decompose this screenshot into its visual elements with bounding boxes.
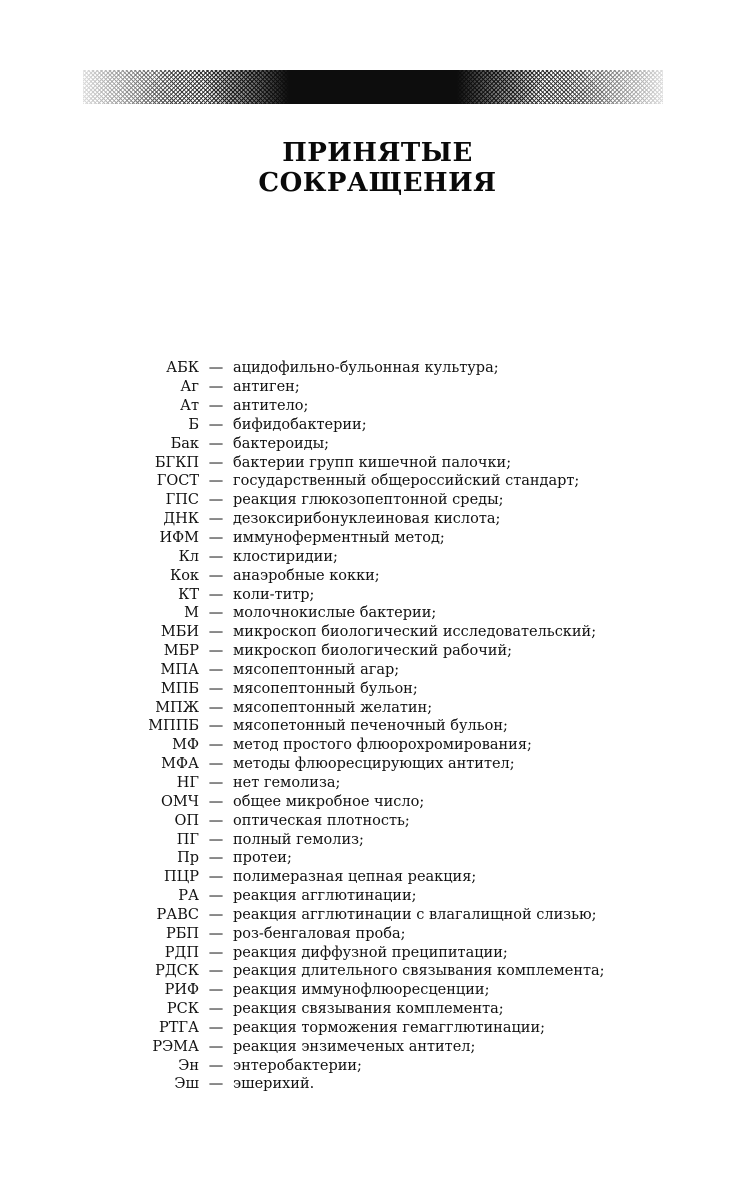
page-title-line-1: ПРИНЯТЫЕ [282,138,473,169]
abbreviation-code: РТГА [158,1019,199,1036]
abbreviation-dash: — [208,925,224,942]
abbreviation-row [0,736,755,755]
abbreviation-row [0,755,755,774]
abbreviation-row [0,397,755,416]
abbreviation-definition: реакция энзимеченых антител; [233,1038,476,1055]
abbreviation-row [0,698,755,717]
abbreviation-row [0,1037,755,1056]
abbreviation-dash: — [208,831,224,848]
abbreviation-row [0,359,755,378]
abbreviation-code: ИФМ [159,530,199,547]
decorative-header-band [83,70,663,104]
abbreviation-definition: реакция торможения гемагглютинации; [233,1019,546,1036]
abbreviation-definition: полный гемолиз; [233,831,364,848]
abbreviation-definition: микроскоп биологический исследовательский; [233,624,597,641]
abbreviation-definition: методы флюоресцирующих антител; [233,756,515,773]
abbreviation-row [0,623,755,642]
abbreviations-list [0,359,755,1094]
abbreviation-dash: — [208,643,224,660]
abbreviation-code: РАВС [156,906,199,923]
abbreviation-code: ГОСТ [156,473,199,490]
abbreviation-definition: мясопептонный агар; [233,661,400,678]
abbreviation-code: АБК [166,360,199,377]
abbreviation-row [0,905,755,924]
abbreviation-definition: нет гемолиза; [233,774,341,791]
abbreviation-row [0,962,755,981]
abbreviation-definition: реакция агглютинации; [233,888,417,905]
abbreviation-definition: бифидобактерии; [233,416,367,433]
abbreviation-row [0,491,755,510]
abbreviation-code: Эн [178,1057,199,1074]
abbreviation-code: Б [188,416,199,433]
abbreviation-row [0,868,755,887]
abbreviation-definition: реакция глюкозопептонной среды; [233,492,504,509]
abbreviation-code: ОП [174,812,199,829]
abbreviation-definition: дезоксирибонуклеиновая кислота; [233,511,501,528]
abbreviation-definition: общее микробное число; [233,793,425,810]
abbreviation-dash: — [208,718,224,735]
abbreviation-row [0,604,755,623]
abbreviation-definition: реакция диффузной преципитации; [233,944,508,961]
abbreviation-definition: анаэробные кокки; [233,567,380,584]
abbreviation-dash: — [208,869,224,886]
abbreviation-dash: — [208,605,224,622]
abbreviation-code: РА [178,888,199,905]
abbreviation-dash: — [208,530,224,547]
abbreviation-dash: — [208,1076,224,1093]
abbreviation-dash: — [208,1019,224,1036]
abbreviation-code: Бак [170,435,199,452]
abbreviation-dash: — [208,435,224,452]
abbreviation-dash: — [208,793,224,810]
abbreviation-dash: — [208,567,224,584]
abbreviation-code: БГКП [154,454,199,471]
abbreviation-code: КТ [178,586,199,603]
abbreviation-row [0,811,755,830]
abbreviation-dash: — [208,624,224,641]
abbreviation-code: РБП [165,925,199,942]
abbreviation-dash: — [208,586,224,603]
abbreviation-dash: — [208,661,224,678]
abbreviation-code: МБР [163,643,199,660]
abbreviation-definition: микроскоп биологический рабочий; [233,643,513,660]
abbreviation-dash: — [208,963,224,980]
abbreviation-code: РСК [166,1001,199,1018]
abbreviation-dash: — [208,850,224,867]
abbreviation-dash: — [208,906,224,923]
abbreviation-row [0,1000,755,1019]
abbreviation-dash: — [208,756,224,773]
abbreviation-dash: — [208,511,224,528]
abbreviation-definition: метод простого флюорохромирования; [233,737,532,754]
abbreviation-dash: — [208,416,224,433]
abbreviation-row [0,1019,755,1038]
abbreviation-code: РИФ [164,982,199,999]
abbreviation-code: ДНК [163,511,199,528]
abbreviation-row [0,547,755,566]
abbreviation-definition: антитело; [233,398,309,415]
abbreviation-definition: мясопептонный бульон; [233,680,418,697]
abbreviation-code: ПГ [176,831,199,848]
abbreviation-row [0,529,755,548]
abbreviation-code: РДСК [155,963,199,980]
abbreviation-row [0,434,755,453]
abbreviation-dash: — [208,398,224,415]
abbreviation-code: ГПС [165,492,199,509]
abbreviation-definition: бактероиды; [233,435,330,452]
abbreviation-row [0,1056,755,1075]
abbreviation-row [0,830,755,849]
abbreviation-code: МФА [161,756,199,773]
abbreviation-row [0,792,755,811]
abbreviation-code: МПА [160,661,199,678]
abbreviation-definition: реакция агглютинации с влагалищной слизью; [233,906,597,923]
abbreviation-dash: — [208,888,224,905]
abbreviation-code: НГ [176,774,199,791]
abbreviation-definition: роз-бенгаловая проба; [233,925,406,942]
abbreviation-dash: — [208,1057,224,1074]
abbreviation-dash: — [208,379,224,396]
abbreviation-row [0,453,755,472]
abbreviation-dash: — [208,473,224,490]
abbreviation-definition: бактерии групп кишечной палочки; [233,454,512,471]
abbreviation-code: МБИ [160,624,199,641]
abbreviation-code: ОМЧ [161,793,199,810]
abbreviation-code: МППБ [148,718,199,735]
abbreviation-definition: реакция длительного связывания комплемента; [233,963,605,980]
abbreviation-row [0,642,755,661]
abbreviation-code: РЭМА [152,1038,199,1055]
abbreviation-row [0,566,755,585]
abbreviation-row [0,585,755,604]
abbreviation-row [0,661,755,680]
abbreviation-code: М [184,605,199,622]
abbreviation-row [0,416,755,435]
abbreviation-row [0,774,755,793]
abbreviation-row [0,981,755,1000]
abbreviation-dash: — [208,812,224,829]
abbreviation-code: МФ [172,737,199,754]
abbreviation-code: Кок [169,567,199,584]
abbreviation-code: РДП [164,944,199,961]
abbreviation-row [0,849,755,868]
abbreviation-definition: мясопептонный желатин; [233,699,433,716]
abbreviation-code: Кл [178,548,199,565]
abbreviation-definition: иммуноферментный метод; [233,530,445,547]
abbreviation-definition: ацидофильно-бульонная культура; [233,360,499,377]
abbreviation-dash: — [208,492,224,509]
abbreviation-definition: мясопетонный печеночный бульон; [233,718,508,735]
abbreviation-code: Ат [179,398,199,415]
abbreviation-dash: — [208,360,224,377]
abbreviation-definition: клостиридии; [233,548,338,565]
abbreviation-dash: — [208,454,224,471]
abbreviation-row [0,887,755,906]
abbreviation-dash: — [208,699,224,716]
abbreviation-definition: реакция иммунофлюоресценции; [233,982,490,999]
abbreviation-code: МПЖ [155,699,199,716]
abbreviation-row [0,924,755,943]
abbreviation-dash: — [208,774,224,791]
abbreviation-dash: — [208,737,224,754]
abbreviation-dash: — [208,944,224,961]
abbreviation-row [0,1075,755,1094]
abbreviation-definition: государственный общероссийский стандарт; [233,473,580,490]
abbreviation-row [0,717,755,736]
abbreviation-definition: протеи; [233,850,292,867]
abbreviation-dash: — [208,1001,224,1018]
abbreviation-definition: молочнокислые бактерии; [233,605,437,622]
abbreviation-definition: оптическая плотность; [233,812,410,829]
abbreviation-row [0,943,755,962]
abbreviation-dash: — [208,548,224,565]
abbreviation-code: Эш [174,1076,199,1093]
abbreviation-dash: — [208,1038,224,1055]
abbreviation-definition: антиген; [233,379,300,396]
page-title [0,138,755,198]
abbreviation-definition: энтеробактерии; [233,1057,362,1074]
abbreviation-row [0,472,755,491]
abbreviation-definition: эшерихий. [233,1076,315,1093]
abbreviation-dash: — [208,680,224,697]
abbreviation-definition: реакция связывания комплемента; [233,1001,504,1018]
abbreviation-code: Пр [177,850,199,867]
abbreviation-dash: — [208,982,224,999]
abbreviation-row [0,679,755,698]
page-title-line-2: СОКРАЩЕНИЯ [258,168,497,199]
abbreviation-code: МПБ [160,680,199,697]
abbreviation-definition: коли-титр; [233,586,315,603]
abbreviation-row [0,510,755,529]
abbreviation-definition: полимеразная цепная реакция; [233,869,477,886]
abbreviation-code: Аг [180,379,199,396]
abbreviation-row [0,378,755,397]
abbreviation-code: ПЦР [163,869,199,886]
